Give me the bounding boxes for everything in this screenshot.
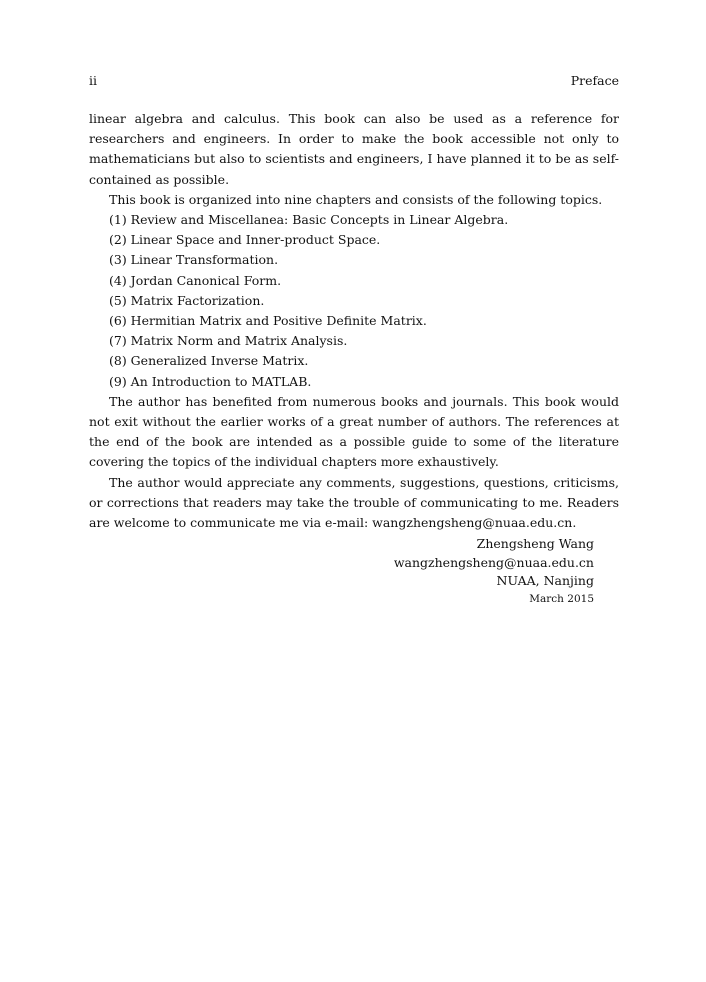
- chapter-title: Preface: [570, 73, 619, 88]
- preface-body: [89, 109, 619, 533]
- topic-item: (7) Matrix Norm and Matrix Analysis.: [109, 333, 348, 349]
- organization-paragraph: This book is organized into nine chapters and consists of the following topics.: [109, 191, 603, 207]
- topic-item: (5) Matrix Factorization.: [109, 292, 265, 308]
- signature-block: [394, 535, 594, 607]
- topic-item: (9) An Introduction to MATLAB.: [109, 373, 312, 389]
- feedback-paragraph: The author would appreciate any comments, suggestions, questions, criticisms, or corrections that readers may take the trouble of communicating to me. Readers are welcome to communicate me via e-mail: wangzhengsheng@nuaa.edu.cn.: [89, 474, 619, 531]
- page-number: ii: [89, 73, 97, 88]
- topic-item: (1) Review and Miscellanea: Basic Concepts in Linear Algebra.: [109, 212, 509, 228]
- topic-list: [89, 210, 619, 392]
- topic-item: (3) Linear Transformation.: [109, 252, 279, 268]
- intro-paragraph: linear algebra and calculus. This book can also be used as a reference for researchers and engineers. In order to make the book accessible not only to mathematicians but also to scientists and engineers, I have planned it to be as self-contained as possible.: [89, 111, 619, 187]
- topic-item: (2) Linear Space and Inner-product Space.: [109, 232, 381, 248]
- topic-item: (6) Hermitian Matrix and Positive Definite Matrix.: [109, 313, 427, 329]
- topic-item: (8) Generalized Inverse Matrix.: [109, 353, 309, 369]
- references-paragraph: The author has benefited from numerous books and journals. This book would not exit without the earlier works of a great number of authors. The references at the end of the book are intended as a possible guide to some of the literature covering the topics of the individual chapters more exhaustively.: [89, 393, 619, 470]
- author-email: wangzhengsheng@nuaa.edu.cn: [393, 554, 594, 570]
- topic-item: (4) Jordan Canonical Form.: [109, 272, 282, 288]
- document-page: [89, 0, 619, 982]
- author-name: Zhengsheng Wang: [476, 536, 594, 551]
- signature-date: March 2015: [529, 592, 594, 605]
- running-header: [89, 72, 619, 90]
- author-affiliation: NUAA, Nanjing: [496, 573, 594, 588]
